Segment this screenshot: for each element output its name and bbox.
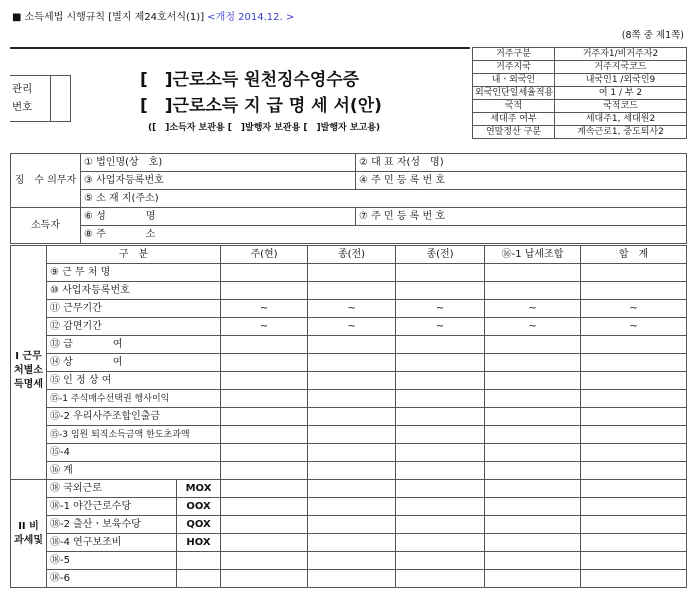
form-title-2: [ ]근로소득 지 급 명 세 서(안) xyxy=(140,96,382,116)
value-cell xyxy=(581,444,687,462)
value-cell xyxy=(221,516,308,534)
value-cell xyxy=(221,426,308,444)
value-cell xyxy=(396,534,485,552)
column-header: ⑯-1 납세조합 xyxy=(485,246,581,264)
column-header: 주(현) xyxy=(221,246,308,264)
residency-field-label: 외국인단일세율적용 xyxy=(473,87,555,100)
page-info: (8쪽 중 제1쪽) xyxy=(621,30,684,41)
earner-resident-number-label: ⑦ 주 민 등 록 번 호 xyxy=(356,208,687,226)
law-reference: ■ 소득세법 시행규칙 [별지 제24호서식(1)] xyxy=(12,12,205,23)
earner-address-label: ⑧ 주 소 xyxy=(81,226,687,244)
code-cell: HOX xyxy=(177,534,221,552)
form-title-1: [ ]근로소득 원천징수영수증 xyxy=(140,70,360,90)
value-cell xyxy=(485,390,581,408)
value-cell xyxy=(308,264,396,282)
residency-field-value: 국적코드 xyxy=(555,100,687,113)
value-cell xyxy=(308,408,396,426)
value-cell xyxy=(581,552,687,570)
value-cell xyxy=(308,282,396,300)
residency-field-value: 여 1 / 부 2 xyxy=(555,87,687,100)
code-cell xyxy=(177,570,221,588)
value-cell xyxy=(581,426,687,444)
row-label: ⑱-5 xyxy=(47,552,177,570)
value-cell xyxy=(581,372,687,390)
value-cell xyxy=(485,372,581,390)
residency-field-value: 거주지국코드 xyxy=(555,61,687,74)
value-cell xyxy=(221,444,308,462)
value-cell xyxy=(581,516,687,534)
address-label: ⑤ 소 재 지(주소) xyxy=(81,190,687,208)
code-cell: MOX xyxy=(177,480,221,498)
row-label: ⑪ 근무기간 xyxy=(47,300,221,318)
form-header xyxy=(12,8,294,23)
value-cell: ~ xyxy=(485,300,581,318)
value-cell xyxy=(485,552,581,570)
value-cell xyxy=(581,354,687,372)
value-cell: ~ xyxy=(221,300,308,318)
row-label: ⑫ 감면기간 xyxy=(47,318,221,336)
value-cell: ~ xyxy=(396,318,485,336)
value-cell xyxy=(221,390,308,408)
value-cell xyxy=(221,552,308,570)
value-cell xyxy=(308,516,396,534)
row-label: ⑯ 계 xyxy=(47,462,221,480)
value-cell xyxy=(308,444,396,462)
withholder-earner-table xyxy=(10,153,687,244)
residency-field-label: 거주구분 xyxy=(473,48,555,61)
section-blank-cell xyxy=(11,246,47,264)
value-cell xyxy=(581,480,687,498)
residency-field-label: 국적 xyxy=(473,100,555,113)
value-cell xyxy=(581,282,687,300)
value-cell xyxy=(221,264,308,282)
value-cell xyxy=(581,336,687,354)
corp-name-label: ① 법인명(상 호) xyxy=(81,154,356,172)
row-label: ⑱-6 xyxy=(47,570,177,588)
residency-field-value: 세대주1, 세대원2 xyxy=(555,113,687,126)
value-cell xyxy=(485,264,581,282)
row-label: ⑱ 국외근로 xyxy=(47,480,177,498)
value-cell xyxy=(221,480,308,498)
value-cell xyxy=(396,516,485,534)
value-cell xyxy=(485,462,581,480)
column-header: 종(전) xyxy=(396,246,485,264)
value-cell xyxy=(485,408,581,426)
column-header: 종(전) xyxy=(308,246,396,264)
row-label: ⑮-2 우리사주조합인출금 xyxy=(47,408,221,426)
value-cell xyxy=(581,462,687,480)
value-cell xyxy=(396,444,485,462)
value-cell: ~ xyxy=(581,318,687,336)
earner-name-label: ⑥ 성 명 xyxy=(81,208,356,226)
value-cell xyxy=(485,516,581,534)
value-cell xyxy=(308,552,396,570)
residency-field-value: 계속근로1, 중도퇴사2 xyxy=(555,126,687,139)
form-subtitle: ([ ]소득자 보관용 [ ]발행자 보관용 [ ]발행자 보고용) xyxy=(148,123,381,133)
value-cell xyxy=(308,390,396,408)
value-cell xyxy=(308,336,396,354)
value-cell xyxy=(485,480,581,498)
value-cell xyxy=(308,462,396,480)
column-header: 구 분 xyxy=(47,246,221,264)
value-cell xyxy=(221,570,308,588)
value-cell: ~ xyxy=(581,300,687,318)
row-label: ⑱-2 출산ㆍ보육수당 xyxy=(47,516,177,534)
value-cell xyxy=(396,570,485,588)
value-cell xyxy=(221,408,308,426)
value-cell xyxy=(308,354,396,372)
residency-field-value: 내국인1 /외국인9 xyxy=(555,74,687,87)
code-cell xyxy=(177,552,221,570)
income-detail-table xyxy=(10,245,687,588)
value-cell xyxy=(308,372,396,390)
value-cell xyxy=(221,336,308,354)
value-cell: ~ xyxy=(396,300,485,318)
code-cell: OOX xyxy=(177,498,221,516)
value-cell xyxy=(221,354,308,372)
management-number-divider xyxy=(50,75,51,121)
representative-label: ② 대 표 자(성 명) xyxy=(356,154,687,172)
code-cell: QOX xyxy=(177,516,221,534)
value-cell xyxy=(396,354,485,372)
value-cell xyxy=(396,480,485,498)
value-cell xyxy=(396,498,485,516)
value-cell xyxy=(308,480,396,498)
value-cell xyxy=(396,282,485,300)
value-cell xyxy=(396,372,485,390)
value-cell xyxy=(485,444,581,462)
row-label: ⑮-1 주식매수선택권 행사이익 xyxy=(47,390,221,408)
row-label: ⑬ 급 여 xyxy=(47,336,221,354)
value-cell xyxy=(485,336,581,354)
value-cell xyxy=(485,534,581,552)
value-cell xyxy=(396,462,485,480)
row-label: ⑱-1 야간근로수당 xyxy=(47,498,177,516)
value-cell xyxy=(396,426,485,444)
residency-field-label: 거주지국 xyxy=(473,61,555,74)
value-cell xyxy=(581,534,687,552)
value-cell xyxy=(308,534,396,552)
value-cell xyxy=(485,354,581,372)
value-cell xyxy=(308,570,396,588)
value-cell xyxy=(396,390,485,408)
residency-info-table xyxy=(472,47,687,139)
value-cell: ~ xyxy=(221,318,308,336)
section1-label: I 근무처별소득명세 xyxy=(11,264,47,480)
section2-label: II 비과세및 xyxy=(11,480,47,588)
row-label: ⑨ 근 무 처 명 xyxy=(47,264,221,282)
value-cell xyxy=(396,336,485,354)
value-cell xyxy=(581,498,687,516)
row-label: ⑭ 상 여 xyxy=(47,354,221,372)
value-cell xyxy=(396,264,485,282)
value-cell xyxy=(581,264,687,282)
value-cell xyxy=(485,426,581,444)
value-cell xyxy=(581,408,687,426)
row-label: ⑮ 인 정 상 여 xyxy=(47,372,221,390)
management-number-label: 관리 번호 xyxy=(12,83,33,113)
row-label: ⑱-4 연구보조비 xyxy=(47,534,177,552)
residency-field-label: 세대주 여부 xyxy=(473,113,555,126)
value-cell xyxy=(485,498,581,516)
withholder-group-label: 징 수 의무자 xyxy=(11,154,81,208)
column-header: 합 계 xyxy=(581,246,687,264)
value-cell: ~ xyxy=(308,318,396,336)
value-cell: ~ xyxy=(308,300,396,318)
value-cell xyxy=(221,534,308,552)
value-cell xyxy=(308,426,396,444)
business-reg-label: ③ 사업자등록번호 xyxy=(81,172,356,190)
row-label: ⑩ 사업자등록번호 xyxy=(47,282,221,300)
value-cell xyxy=(396,408,485,426)
residency-field-label: 연말정산 구분 xyxy=(473,126,555,139)
value-cell xyxy=(221,282,308,300)
value-cell xyxy=(396,552,485,570)
value-cell xyxy=(581,570,687,588)
value-cell xyxy=(221,498,308,516)
value-cell xyxy=(221,372,308,390)
row-label: ⑮-3 임원 퇴직소득금액 한도초과액 xyxy=(47,426,221,444)
earner-group-label: 소득자 xyxy=(11,208,81,244)
value-cell xyxy=(308,498,396,516)
value-cell xyxy=(221,462,308,480)
value-cell xyxy=(485,570,581,588)
amendment-link[interactable]: <개정 2014.12. > xyxy=(207,12,295,23)
row-label: ⑮-4 xyxy=(47,444,221,462)
value-cell xyxy=(485,282,581,300)
value-cell xyxy=(581,390,687,408)
resident-number-label: ④ 주 민 등 록 번 호 xyxy=(356,172,687,190)
value-cell: ~ xyxy=(485,318,581,336)
residency-field-label: 내ㆍ외국인 xyxy=(473,74,555,87)
residency-field-value: 거주자1/비거주자2 xyxy=(555,48,687,61)
